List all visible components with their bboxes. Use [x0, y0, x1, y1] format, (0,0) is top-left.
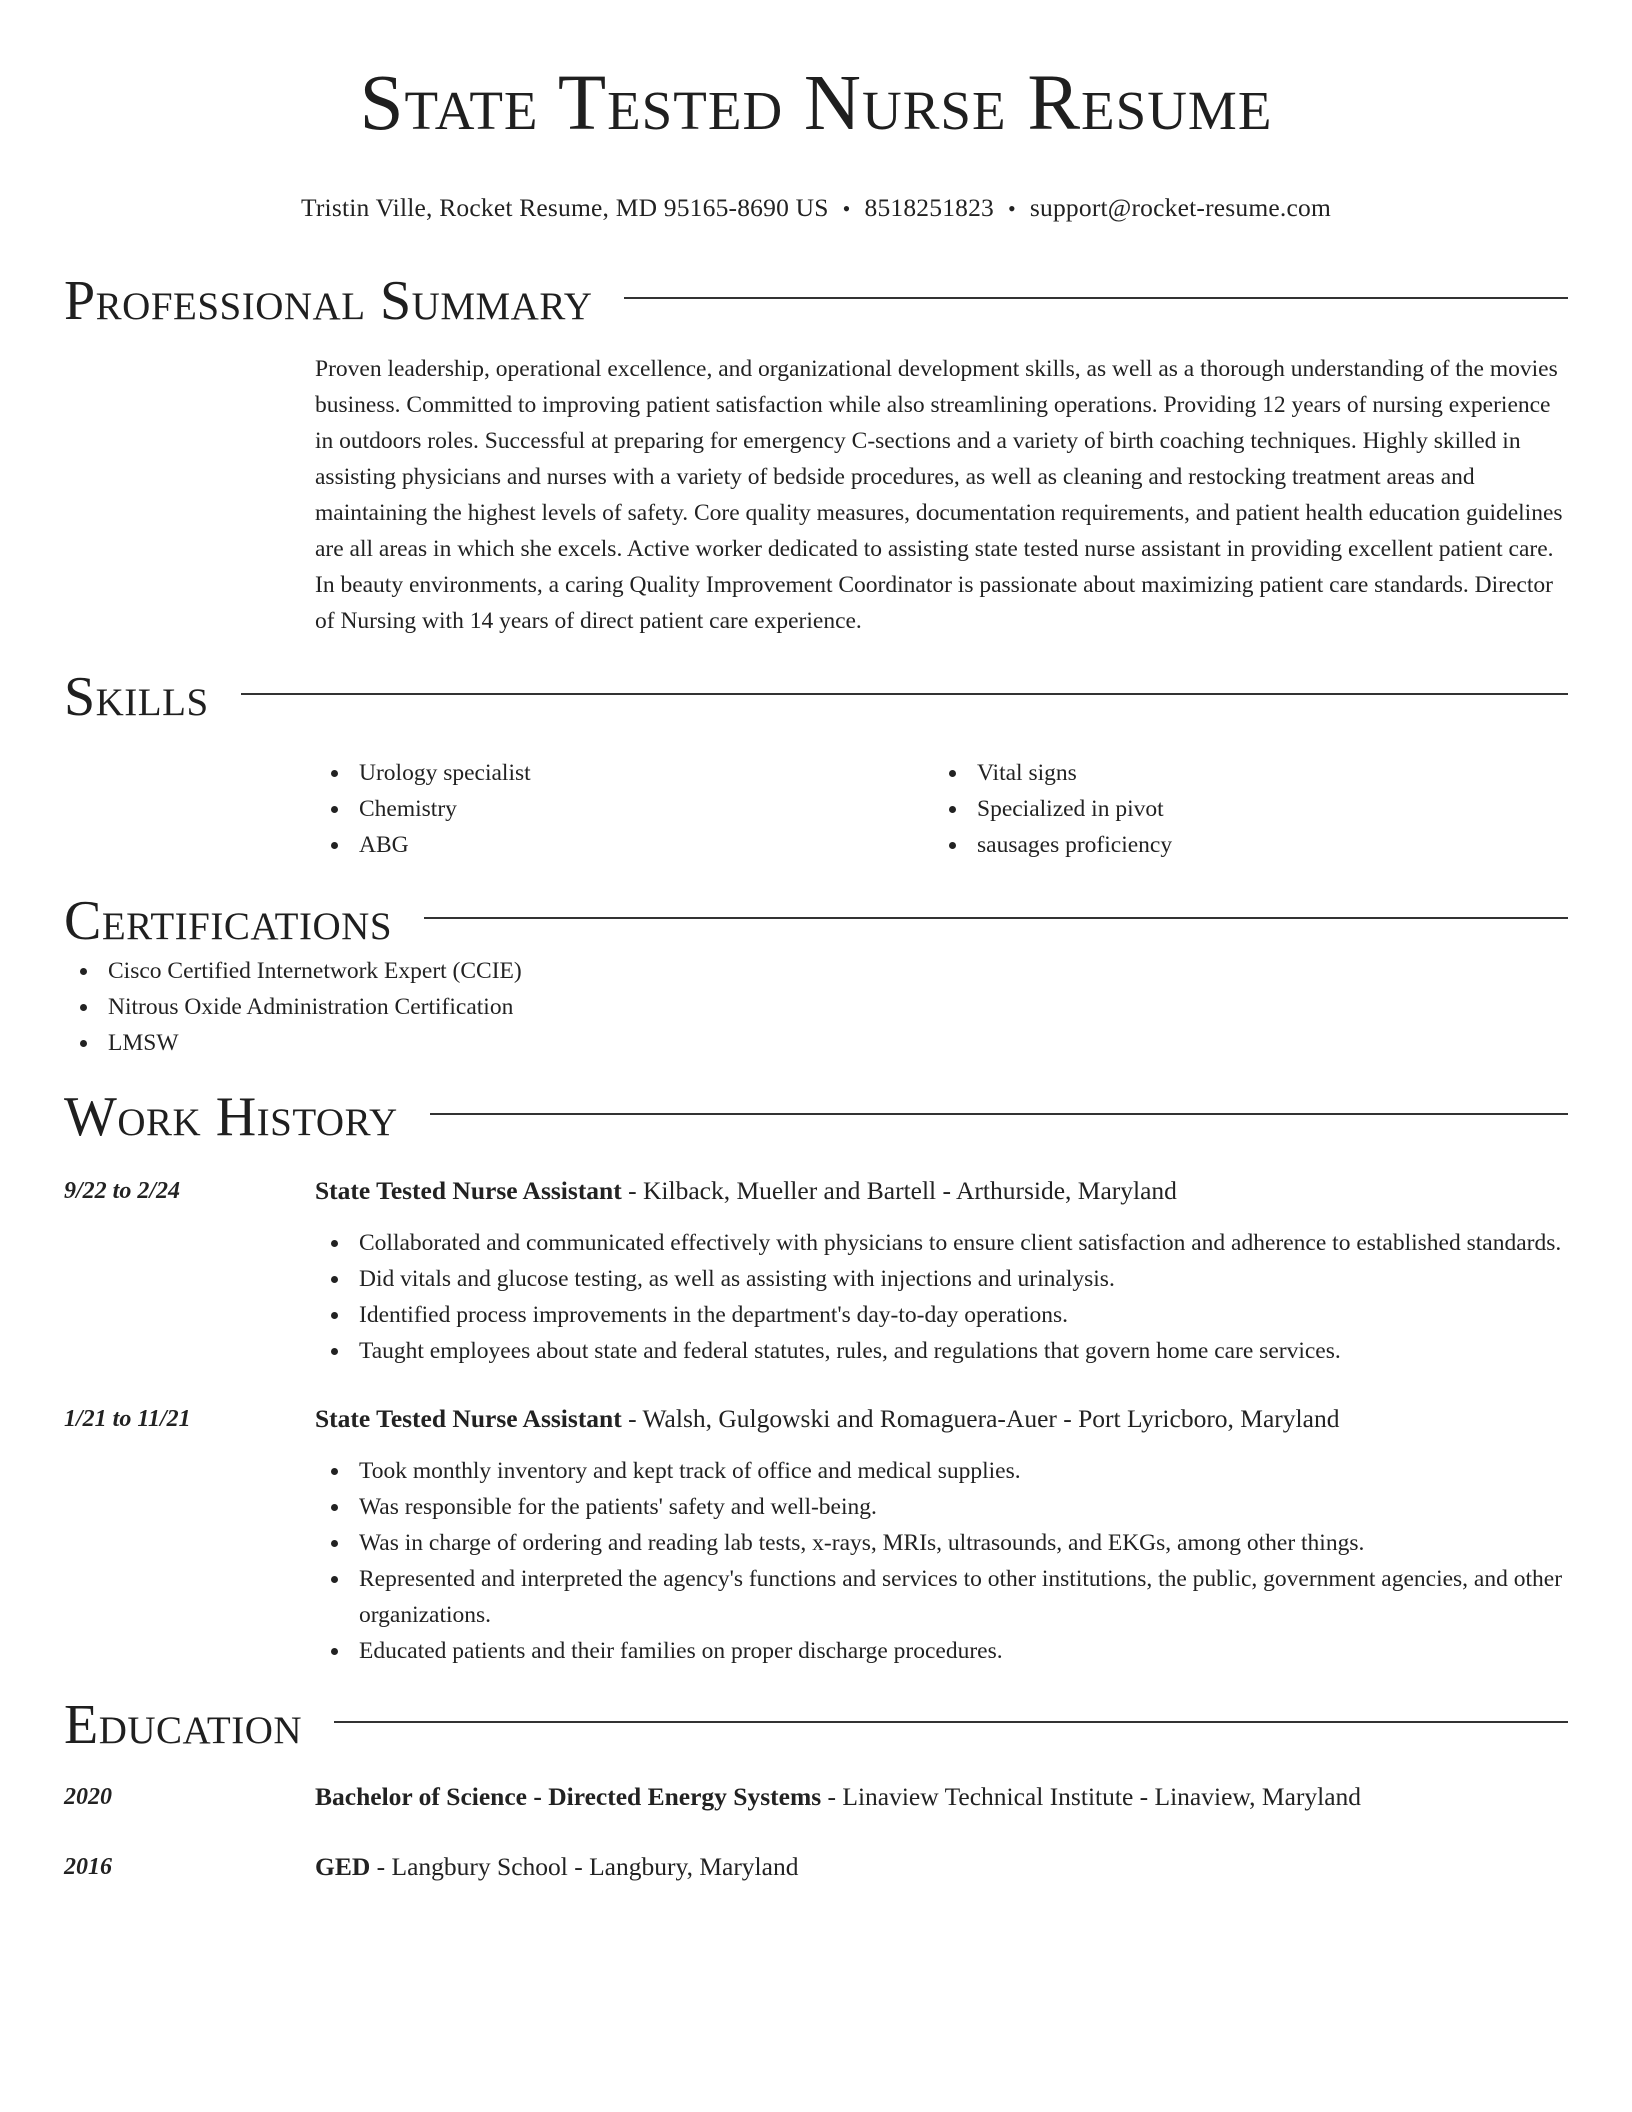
education-headline — [315, 1779, 1568, 1815]
work-history-section — [64, 1085, 1568, 1669]
education-entry — [64, 1849, 1568, 1885]
job-duties — [315, 1225, 1568, 1369]
duty-item: Represented and interpreted the agency's functions and services to other institutions, the public, government agencies, and other organizations. — [315, 1561, 1568, 1633]
education-degree: GED — [315, 1852, 371, 1881]
skill-item: Urology specialist — [315, 755, 933, 791]
duty-item: Was in charge of ordering and reading lab tests, x-rays, MRIs, ultrasounds, and EKGs, among other things. — [315, 1525, 1568, 1561]
skill-item: Chemistry — [315, 791, 933, 827]
education-school: - Langbury School - Langbury, Maryland — [370, 1852, 799, 1881]
job-entry — [64, 1401, 1568, 1669]
job-dates: 9/22 to 2/24 — [64, 1178, 181, 1204]
skills-grid — [315, 755, 1568, 863]
duty-item: Identified process improvements in the department's day-to-day operations. — [315, 1297, 1568, 1333]
job-entry — [64, 1173, 1568, 1369]
duty-item: Collaborated and communicated effectively with physicians to ensure client satisfaction and adherence to established standards. — [315, 1225, 1568, 1261]
work-heading: Work History — [64, 1086, 398, 1148]
skills-section — [64, 665, 1568, 863]
job-title: State Tested Nurse Assistant — [315, 1404, 622, 1433]
education-heading-row — [64, 1693, 1568, 1757]
education-year: 2016 — [64, 1854, 112, 1880]
skills-heading-row — [64, 665, 1568, 729]
job-dates: 1/21 to 11/21 — [64, 1406, 191, 1432]
skill-item: ABG — [315, 827, 933, 863]
job-title: State Tested Nurse Assistant — [315, 1176, 622, 1205]
education-entry — [64, 1779, 1568, 1815]
contact-separator: • — [842, 196, 851, 221]
work-heading-row — [64, 1085, 1568, 1149]
contact-separator: • — [1008, 196, 1016, 221]
summary-text: Proven leadership, operational excellence, and organizational development skills, as well as a thorough understanding of the movies business. Committed to improving patient satisfaction while also streamlining operations. Providing 12 years of nursing experience in outdoors roles. Successful at preparing for emergency C-sections and a variety of birth coaching techniques. Highly skilled in assisting physicians and nurses with a variety of bedside procedures, as well as cleaning and restocking treatment areas and maintaining the highest levels of safety. Core quality measures, documentation requirements, and patient health education guidelines are all areas in which she excels. Active worker dedicated to assisting state tested nurse assistant in providing excellent patient care. In beauty environments, a caring Quality Improvement Coordinator is passionate about maximizing patient care standards. Director of Nursing with 14 years of direct patient care experience. — [315, 356, 1563, 634]
certifications-section — [64, 889, 1568, 1061]
certification-item: LMSW — [64, 1025, 1568, 1061]
education-section — [64, 1693, 1568, 1885]
duty-item: Taught employees about state and federal statutes, rules, and regulations that govern home care services. — [315, 1333, 1568, 1369]
skills-left-column — [315, 755, 933, 863]
summary-section — [64, 269, 1568, 639]
job-content — [315, 1401, 1568, 1669]
job-duties — [315, 1453, 1568, 1669]
skill-item: sausages proficiency — [933, 827, 1551, 863]
education-year: 2020 — [64, 1784, 112, 1810]
skill-item: Vital signs — [933, 755, 1551, 791]
section-divider — [424, 917, 1568, 919]
summary-heading: Professional Summary — [64, 270, 593, 332]
duty-item: Was responsible for the patients' safety and well-being. — [315, 1489, 1568, 1525]
certification-item: Cisco Certified Internetwork Expert (CCIE) — [64, 953, 1568, 989]
job-headline — [315, 1173, 1568, 1209]
education-heading: Education — [64, 1694, 303, 1756]
contact-phone: 8518251823 — [864, 193, 994, 222]
section-divider — [334, 1721, 1568, 1723]
education-school: - Linaview Technical Institute - Linaview, Maryland — [821, 1782, 1362, 1811]
contact-email: support@rocket-resume.com — [1029, 193, 1332, 222]
contact-line — [64, 192, 1568, 225]
education-degree: Bachelor of Science - Directed Energy Systems — [315, 1782, 822, 1811]
certifications-list — [64, 953, 1568, 1061]
duty-item: Took monthly inventory and kept track of office and medical supplies. — [315, 1453, 1568, 1489]
job-employer: - Walsh, Gulgowski and Romaguera-Auer - Port Lyricboro, Maryland — [621, 1404, 1340, 1433]
section-divider — [430, 1113, 1568, 1115]
section-divider — [624, 297, 1568, 299]
duty-item: Educated patients and their families on proper discharge procedures. — [315, 1633, 1568, 1669]
skills-heading: Skills — [64, 666, 209, 728]
certifications-heading: Certifications — [64, 890, 393, 952]
skill-item: Specialized in pivot — [933, 791, 1551, 827]
education-headline — [315, 1849, 1568, 1885]
certification-item: Nitrous Oxide Administration Certification — [64, 989, 1568, 1025]
contact-address: Tristin Ville, Rocket Resume, MD 95165-8690 US — [300, 193, 829, 222]
resume-title: State Tested Nurse Resume — [359, 60, 1273, 147]
job-employer: - Kilback, Mueller and Bartell - Arthurside, Maryland — [621, 1176, 1177, 1205]
skills-right-column — [933, 755, 1551, 863]
duty-item: Did vitals and glucose testing, as well as assisting with injections and urinalysis. — [315, 1261, 1568, 1297]
section-divider — [241, 693, 1568, 695]
job-headline — [315, 1401, 1568, 1437]
job-content — [315, 1173, 1568, 1369]
certifications-heading-row — [64, 889, 1568, 953]
summary-heading-row — [64, 269, 1568, 333]
